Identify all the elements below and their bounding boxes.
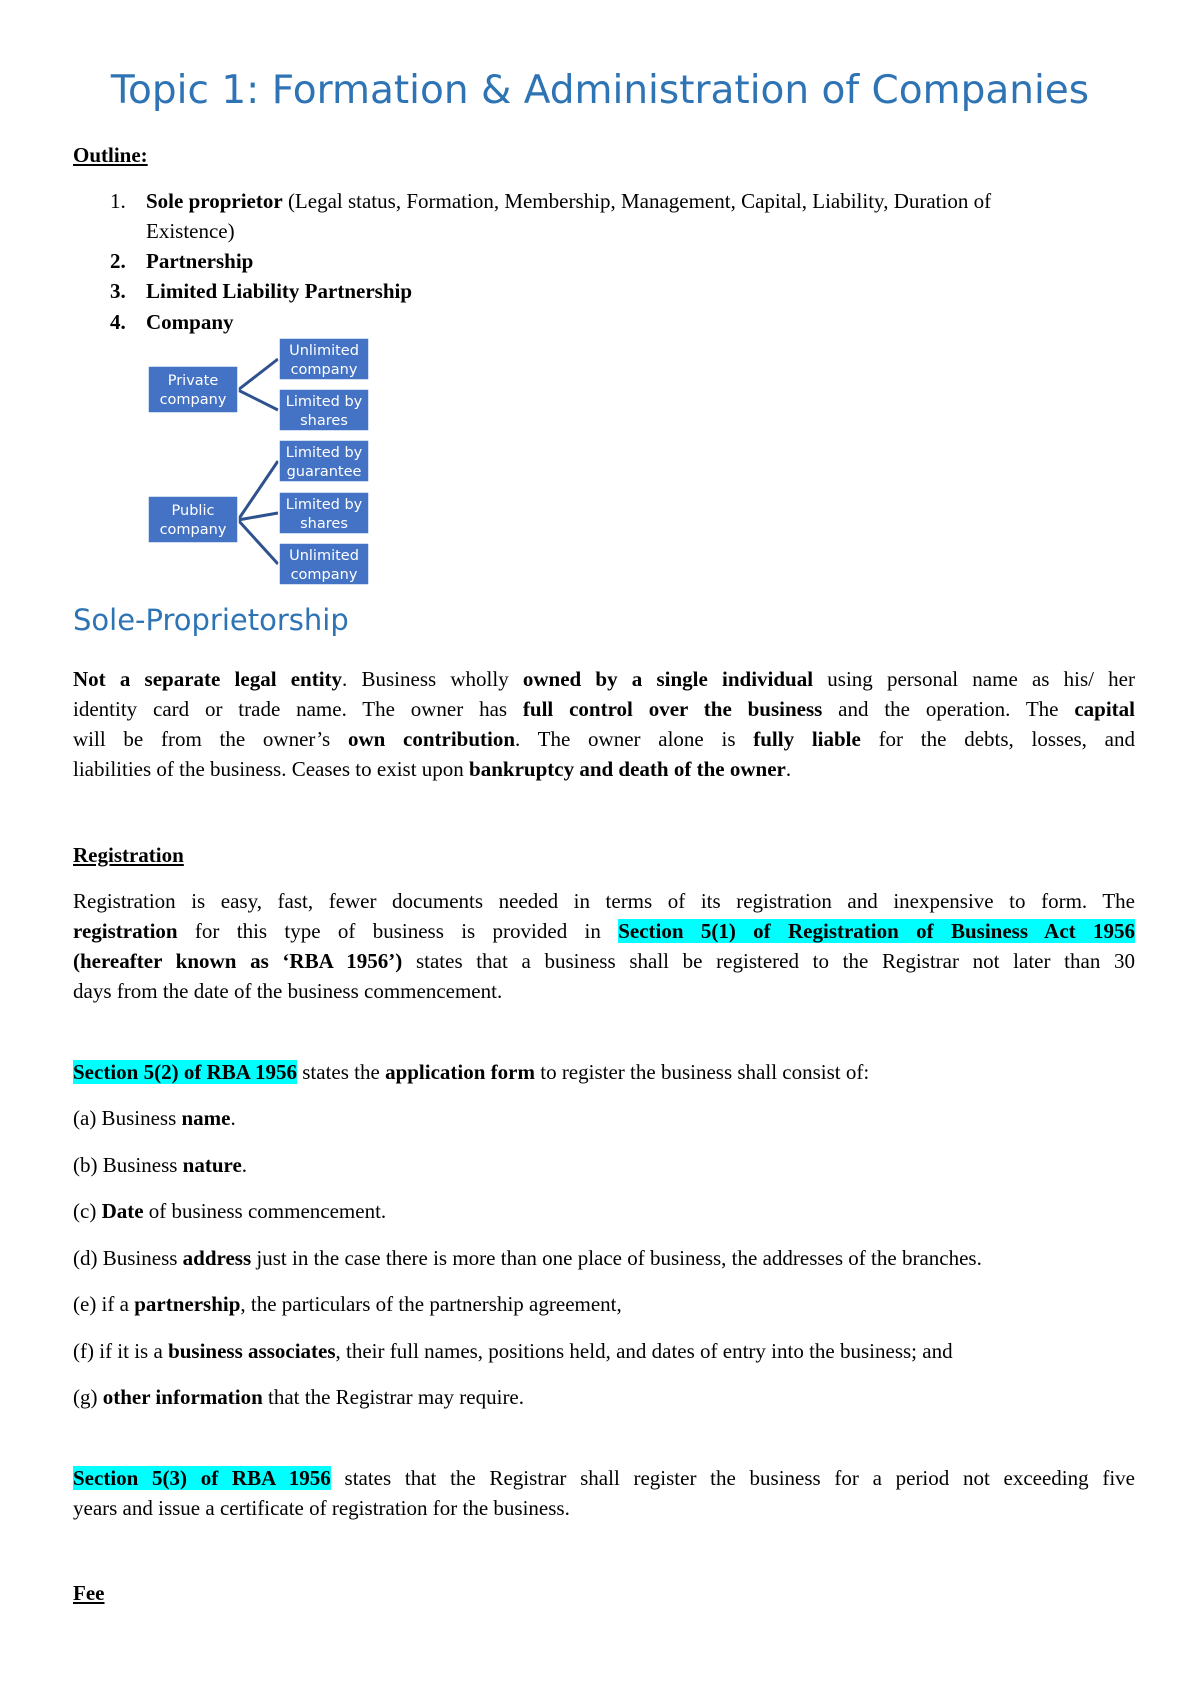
p1-line-2 bbox=[73, 694, 1135, 724]
s52-a: states the bbox=[297, 1060, 386, 1084]
node-public-line2: company bbox=[159, 522, 227, 538]
node-private-shares-line1: Limited by bbox=[285, 394, 363, 410]
node-private-line1: Private bbox=[167, 373, 219, 389]
sole-proprietorship-heading: Sole-Proprietorship bbox=[73, 603, 349, 637]
reg-line-2 bbox=[73, 916, 1135, 946]
page-title: Topic 1: Formation & Administration of Companies bbox=[110, 68, 1090, 113]
node-private-unlimited-line2: company bbox=[290, 362, 358, 378]
s53-l1: states that the Registrar shall register the business for a period not exceeding five bbox=[330, 1466, 1135, 1490]
reg-line-1: Registration is easy, fast, fewer documents needed in terms of its registration and inexpensive to form. The bbox=[73, 889, 1135, 913]
reg-l2b: for this type of business is provided in bbox=[177, 919, 619, 943]
node-private-unlimited bbox=[279, 338, 369, 380]
outline-num-2: 2. bbox=[110, 249, 126, 273]
sole-description-paragraph bbox=[73, 664, 1135, 784]
reg-line-3 bbox=[73, 946, 1135, 976]
outline-item-3: Limited Liability Partnership bbox=[146, 279, 413, 303]
company-types-diagram bbox=[140, 333, 380, 593]
outline-num-3: 3. bbox=[110, 279, 126, 303]
s53-line-1 bbox=[73, 1463, 1135, 1493]
p1-line-1 bbox=[73, 664, 1135, 694]
s52-item-e: (e) if a partnership, the particulars of the partnership agreement, bbox=[73, 1292, 622, 1316]
p1-l3e: for the debts, losses, and bbox=[860, 727, 1135, 751]
connector-private-unlimited bbox=[238, 359, 278, 390]
p1-l1c: owned by a single individual bbox=[522, 667, 814, 691]
p1-l4c: . bbox=[785, 757, 792, 781]
node-public-unlimited bbox=[279, 543, 369, 585]
p1-l3c: . The owner alone is bbox=[515, 727, 754, 751]
p1-l2b: full control over the business bbox=[522, 697, 823, 721]
s52-c: to register the business shall consist of: bbox=[534, 1060, 870, 1084]
outline-item-4: Company bbox=[146, 310, 234, 334]
s52-item-g: (g) other information that the Registrar may require. bbox=[73, 1385, 525, 1409]
s52-item-f: (f) if it is a business associates, their full names, positions held, and dates of entry into the business; and bbox=[73, 1339, 953, 1363]
node-public-shares-line2: shares bbox=[300, 516, 348, 532]
reg-line-4: days from the date of the business commencement. bbox=[73, 979, 503, 1003]
node-public-line1: Public bbox=[171, 503, 215, 519]
node-private-limited-shares bbox=[279, 389, 369, 431]
section-5-3-paragraph bbox=[73, 1463, 1135, 1523]
outline-item-2: Partnership bbox=[146, 249, 254, 273]
s52-item-c: (c) Date of business commencement. bbox=[73, 1199, 387, 1223]
p1-l4b: bankruptcy and death of the owner bbox=[469, 757, 786, 781]
node-private-shares-line2: shares bbox=[300, 413, 348, 429]
reg-l2c-highlight: Section 5(1) of Registration of Business Act 1956 bbox=[618, 919, 1135, 943]
outline-num-4: 4. bbox=[110, 310, 126, 334]
s53-line-2: years and issue a certificate of registration for the business. bbox=[73, 1496, 570, 1520]
p1-l2d: capital bbox=[1074, 697, 1135, 721]
s52-b: application form bbox=[385, 1060, 535, 1084]
reg-l2a: registration bbox=[73, 919, 178, 943]
node-public-company bbox=[148, 496, 238, 543]
node-public-limited-guarantee bbox=[279, 440, 369, 482]
connector-public-shares bbox=[238, 513, 278, 520]
outline-num-1: 1. bbox=[110, 189, 126, 213]
section-5-2-intro bbox=[73, 1057, 869, 1087]
reg-l3b: states that a business shall be registered to the Registrar not later than 30 bbox=[402, 949, 1136, 973]
node-public-limited-shares bbox=[279, 492, 369, 534]
p1-l3d: fully liable bbox=[753, 727, 861, 751]
outline-item-1 bbox=[146, 186, 991, 216]
node-private-company bbox=[148, 366, 238, 413]
node-private-unlimited-line1: Unlimited bbox=[289, 343, 359, 359]
reg-l3a: (hereafter known as ‘RBA 1956’) bbox=[73, 949, 403, 973]
connector-private-shares bbox=[238, 390, 278, 410]
s52-item-d: (d) Business address just in the case there is more than one place of business, the addresses of the branches. bbox=[73, 1246, 982, 1270]
node-public-guarantee-line2: guarantee bbox=[286, 464, 362, 480]
s52-item-b: (b) Business nature. bbox=[73, 1153, 248, 1177]
p1-l4a: liabilities of the business. Ceases to exist upon bbox=[73, 757, 470, 781]
p1-l2c: and the operation. The bbox=[822, 697, 1075, 721]
fee-heading: Fee bbox=[73, 1581, 105, 1605]
p1-l1b: . Business wholly bbox=[342, 667, 523, 691]
p1-l2a: identity card or trade name. The owner has bbox=[73, 697, 523, 721]
node-private-line2: company bbox=[159, 392, 227, 408]
registration-paragraph bbox=[73, 886, 1135, 1006]
registration-heading: Registration bbox=[73, 843, 184, 867]
node-public-guarantee-line1: Limited by bbox=[285, 445, 363, 461]
p1-l1a: Not a separate legal entity bbox=[73, 667, 343, 691]
node-public-shares-line1: Limited by bbox=[285, 497, 363, 513]
outline-item-1-cont: Existence) bbox=[146, 219, 235, 243]
p1-line-3 bbox=[73, 724, 1135, 754]
node-public-unlimited-line1: Unlimited bbox=[289, 548, 359, 564]
s52-item-a: (a) Business name. bbox=[73, 1106, 236, 1130]
outline-label: Outline: bbox=[73, 143, 148, 167]
p1-line-4 bbox=[73, 754, 1135, 784]
outline-item-1-bold: Sole proprietor bbox=[146, 189, 283, 213]
connector-public-unlimited bbox=[238, 520, 278, 564]
outline-item-1-rest: (Legal status, Formation, Membership, Management, Capital, Liability, Duration of bbox=[282, 189, 992, 213]
p1-l3b: own contribution bbox=[347, 727, 516, 751]
s53-highlight: Section 5(3) of RBA 1956 bbox=[73, 1466, 331, 1490]
s52-highlight: Section 5(2) of RBA 1956 bbox=[73, 1060, 297, 1084]
p1-l1d: using personal name as his/ her bbox=[813, 667, 1135, 691]
connector-public-guarantee bbox=[238, 461, 278, 520]
p1-l3a: will be from the owner’s bbox=[73, 727, 348, 751]
node-public-unlimited-line2: company bbox=[290, 567, 358, 583]
